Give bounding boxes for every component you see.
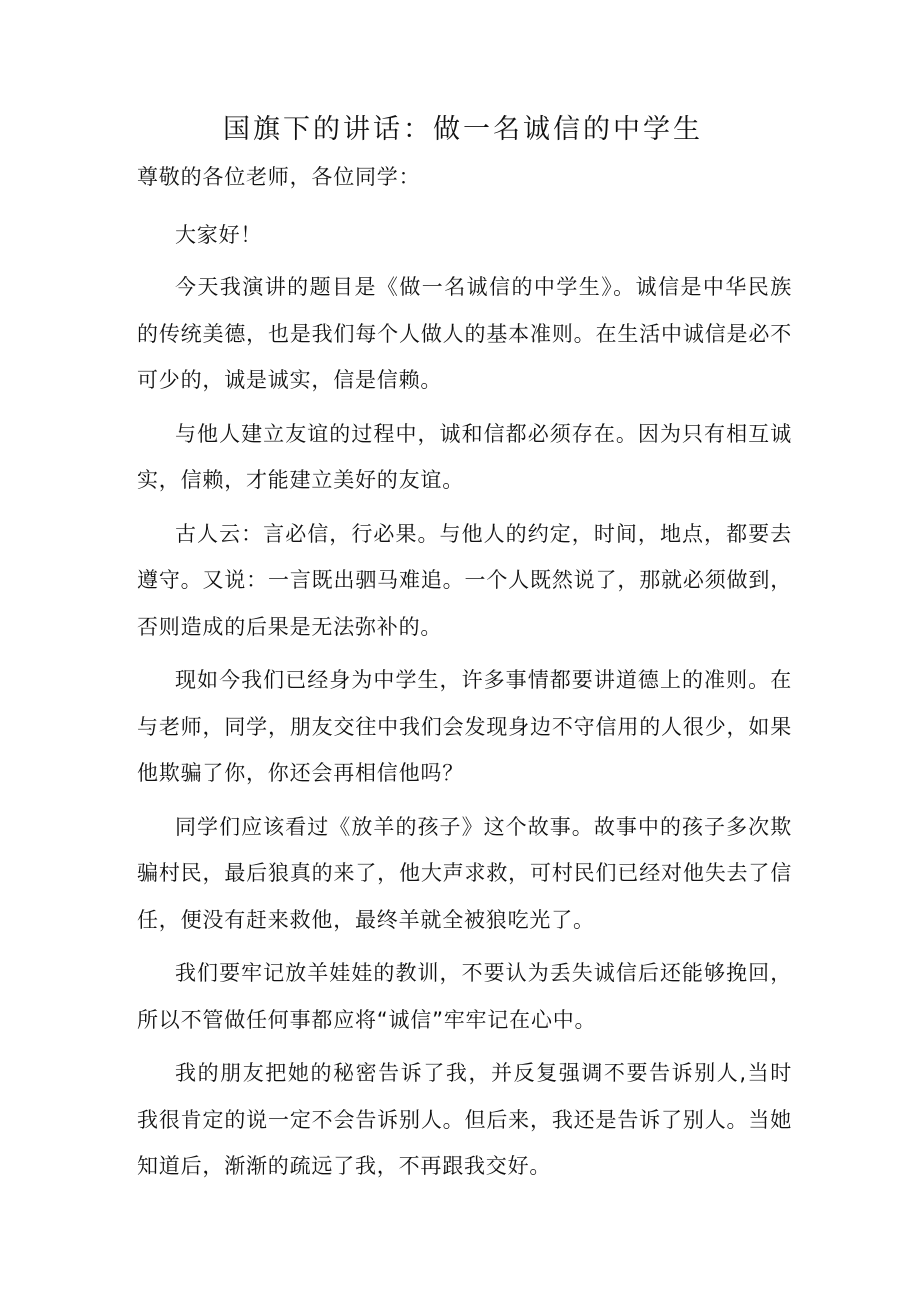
paragraph: 我们要牢记放羊娃娃的教训，不要认为丢失诚信后还能够挽回，所以不管做任何事都应将“诚信”牢牢记在心中。 [137, 961, 792, 1032]
spacer [137, 504, 792, 511]
spacer [137, 404, 792, 411]
paragraph: 我的朋友把她的秘密告诉了我，并反复强调不要告诉别人,当时我很肯定的说一定不会告诉别人。但后来，我还是告诉了别人。当她知道后，渐渐的疏远了我，不再跟我交好。 [137, 1061, 792, 1178]
hello-line: 大家好！ [175, 223, 263, 247]
document-title: 国旗下的讲话：做一名诚信的中学生 [223, 114, 703, 145]
paragraph: 与他人建立友谊的过程中，诚和信都必须存在。因为只有相互诚实，信赖，才能建立美好的友谊。 [137, 421, 792, 492]
paragraph: 今天我演讲的题目是《做一名诚信的中学生》。诚信是中华民族的传统美德，也是我们每个人做人的基本准则。在生活中诚信是必不可少的，诚是诚实，信是信赖。 [137, 275, 792, 392]
spacer [137, 797, 792, 804]
spacer [137, 650, 792, 657]
spacer [137, 1043, 792, 1050]
paragraph: 同学们应该看过《放羊的孩子》这个故事。故事中的孩子多次欺骗村民，最后狼真的来了，他大声求救，可村民们已经对他失去了信任，便没有赶来救他，最终羊就全被狼吃光了。 [137, 814, 792, 932]
paragraph: 现如今我们已经身为中学生，许多事情都要讲道德上的准则。在与老师，同学，朋友交往中我们会发现身边不守信用的人很少，如果他欺骗了你，你还会再相信他吗？ [137, 668, 792, 785]
spacer [137, 943, 792, 950]
document-body [137, 153, 792, 1190]
paragraph: 古人云：言必信，行必果。与他人的约定，时间，地点，都要去遵守。又说：一言既出驷马难追。一个人既然说了，那就必须做到，否则造成的后果是无法弥补的。 [137, 521, 792, 639]
greeting: 尊敬的各位老师，各位同学： [137, 165, 421, 189]
